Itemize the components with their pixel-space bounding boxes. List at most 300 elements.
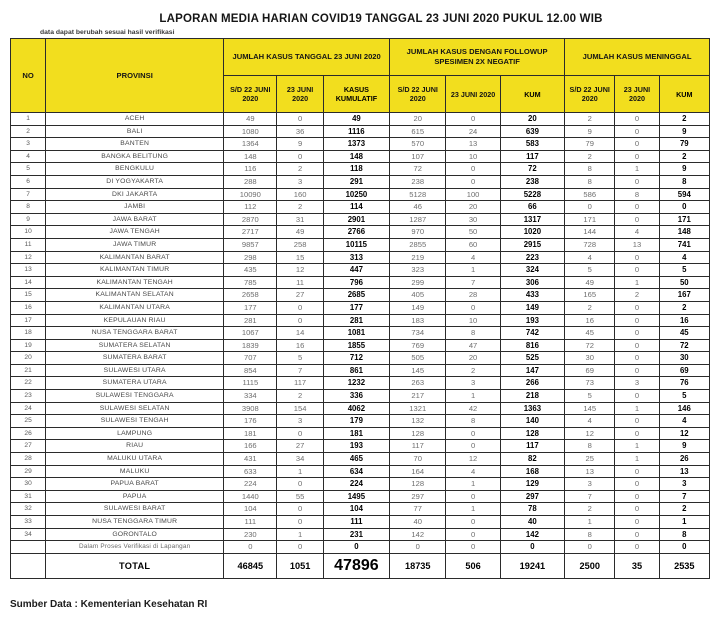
province-row — [11, 175, 710, 188]
cumulative-cell: 2 — [659, 113, 709, 126]
cumulative-cell: 231 — [323, 528, 389, 541]
value-cell: 217 — [390, 390, 446, 403]
cumulative-cell: 76 — [659, 377, 709, 390]
province-row — [11, 125, 710, 138]
no-cell: 7 — [11, 188, 46, 201]
value-cell: 633 — [224, 465, 277, 478]
value-cell: 0 — [615, 138, 659, 151]
cumulative-cell: 741 — [659, 238, 709, 251]
value-cell: 18735 — [390, 553, 446, 578]
value-cell: 505 — [390, 352, 446, 365]
group-header-followup: JUMLAH KASUS DENGAN FOLLOWUP SPESIMEN 2X NEGATIF — [390, 39, 565, 76]
cumulative-cell: 179 — [323, 415, 389, 428]
value-cell: 0 — [446, 175, 500, 188]
province-cell: KALIMANTAN TENGAH — [46, 276, 224, 289]
cumulative-cell: 10115 — [323, 238, 389, 251]
value-cell: 1067 — [224, 327, 277, 340]
value-cell: 405 — [390, 289, 446, 302]
province-row — [11, 289, 710, 302]
cumulative-cell: 266 — [500, 377, 564, 390]
col-header-kasus-23: 23 JUNI 2020 — [277, 76, 323, 113]
value-cell: 0 — [615, 528, 659, 541]
province-cell: BANTEN — [46, 138, 224, 151]
province-cell: BENGKULU — [46, 163, 224, 176]
province-cell: SULAWESI TENGAH — [46, 415, 224, 428]
province-cell: BANGKA BELITUNG — [46, 150, 224, 163]
value-cell: 15 — [277, 251, 323, 264]
value-cell: 20 — [390, 113, 446, 126]
cumulative-cell: 324 — [500, 264, 564, 277]
cumulative-cell: 82 — [500, 453, 564, 466]
cumulative-cell: 193 — [500, 314, 564, 327]
province-row — [11, 427, 710, 440]
cumulative-cell: 30 — [659, 352, 709, 365]
value-cell: 299 — [390, 276, 446, 289]
cumulative-cell: 223 — [500, 251, 564, 264]
value-cell: 0 — [446, 516, 500, 529]
value-cell: 2870 — [224, 213, 277, 226]
value-cell: 0 — [277, 516, 323, 529]
value-cell: 166 — [224, 440, 277, 453]
cumulative-cell: 2 — [659, 150, 709, 163]
cumulative-cell: 9 — [659, 125, 709, 138]
province-cell: KALIMANTAN UTARA — [46, 301, 224, 314]
value-cell: 9857 — [224, 238, 277, 251]
province-row — [11, 516, 710, 529]
province-cell: ACEH — [46, 113, 224, 126]
no-cell: 17 — [11, 314, 46, 327]
value-cell: 0 — [390, 541, 446, 554]
cumulative-cell: 129 — [500, 478, 564, 491]
value-cell: 7 — [446, 276, 500, 289]
cumulative-cell: 72 — [500, 163, 564, 176]
value-cell: 1 — [615, 440, 659, 453]
value-cell: 144 — [565, 226, 615, 239]
value-cell: 25 — [565, 453, 615, 466]
cumulative-cell: 5 — [659, 264, 709, 277]
value-cell: 1839 — [224, 339, 277, 352]
province-row — [11, 251, 710, 264]
table-header — [11, 39, 710, 113]
cumulative-cell: 148 — [659, 226, 709, 239]
value-cell: 263 — [390, 377, 446, 390]
value-cell: 34 — [277, 453, 323, 466]
cumulative-cell: 0 — [323, 541, 389, 554]
value-cell: 970 — [390, 226, 446, 239]
value-cell: 100 — [446, 188, 500, 201]
value-cell: 111 — [224, 516, 277, 529]
value-cell: 0 — [615, 213, 659, 226]
col-header-kasus-sd22: S/D 22 JUNI 2020 — [224, 76, 277, 113]
value-cell: 1 — [446, 478, 500, 491]
value-cell: 24 — [446, 125, 500, 138]
value-cell: 0 — [615, 415, 659, 428]
value-cell: 12 — [446, 453, 500, 466]
value-cell: 49 — [224, 113, 277, 126]
value-cell: 0 — [615, 427, 659, 440]
cumulative-cell: 594 — [659, 188, 709, 201]
value-cell: 165 — [565, 289, 615, 302]
cumulative-cell: 47896 — [323, 553, 389, 578]
province-row — [11, 276, 710, 289]
cumulative-cell: 2535 — [659, 553, 709, 578]
value-cell: 4 — [565, 251, 615, 264]
value-cell: 0 — [277, 113, 323, 126]
value-cell: 1 — [615, 163, 659, 176]
cumulative-cell: 297 — [500, 490, 564, 503]
province-row — [11, 402, 710, 415]
value-cell: 0 — [277, 314, 323, 327]
value-cell: 3 — [565, 478, 615, 491]
no-cell: 26 — [11, 427, 46, 440]
province-row — [11, 415, 710, 428]
cumulative-cell: 79 — [659, 138, 709, 151]
province-row — [11, 339, 710, 352]
value-cell: 13 — [615, 238, 659, 251]
cumulative-cell: 45 — [659, 327, 709, 340]
value-cell: 0 — [615, 364, 659, 377]
no-cell: 30 — [11, 478, 46, 491]
value-cell: 734 — [390, 327, 446, 340]
value-cell: 230 — [224, 528, 277, 541]
total-label: TOTAL — [46, 553, 224, 578]
value-cell: 2 — [277, 390, 323, 403]
cumulative-cell: 117 — [500, 150, 564, 163]
value-cell: 181 — [224, 427, 277, 440]
value-cell: 49 — [565, 276, 615, 289]
value-cell: 4 — [615, 226, 659, 239]
value-cell: 0 — [446, 528, 500, 541]
province-row — [11, 163, 710, 176]
no-cell: 9 — [11, 213, 46, 226]
province-row — [11, 490, 710, 503]
province-cell: Dalam Proses Verifikasi di Lapangan — [46, 541, 224, 554]
value-cell: 27 — [277, 289, 323, 302]
cumulative-cell: 4 — [659, 251, 709, 264]
value-cell: 31 — [277, 213, 323, 226]
cumulative-cell: 8 — [659, 175, 709, 188]
cumulative-cell: 796 — [323, 276, 389, 289]
cumulative-cell: 26 — [659, 453, 709, 466]
col-header-provinsi: PROVINSI — [46, 39, 224, 113]
cumulative-cell: 1081 — [323, 327, 389, 340]
value-cell: 10 — [446, 150, 500, 163]
group-header-meninggal: JUMLAH KASUS MENINGGAL — [565, 39, 710, 76]
col-header-meninggal-sd22: S/D 22 JUNI 2020 — [565, 76, 615, 113]
province-row — [11, 213, 710, 226]
cumulative-cell: 742 — [500, 327, 564, 340]
province-cell: LAMPUNG — [46, 427, 224, 440]
value-cell: 0 — [615, 541, 659, 554]
no-cell: 13 — [11, 264, 46, 277]
value-cell: 0 — [615, 465, 659, 478]
cumulative-cell: 465 — [323, 453, 389, 466]
province-row — [11, 238, 710, 251]
cumulative-cell: 583 — [500, 138, 564, 151]
cumulative-cell: 19241 — [500, 553, 564, 578]
value-cell: 219 — [390, 251, 446, 264]
province-row — [11, 264, 710, 277]
value-cell: 104 — [224, 503, 277, 516]
cumulative-cell: 140 — [500, 415, 564, 428]
value-cell: 769 — [390, 339, 446, 352]
value-cell: 5 — [277, 352, 323, 365]
province-cell: NUSA TENGGARA BARAT — [46, 327, 224, 340]
cumulative-cell: 193 — [323, 440, 389, 453]
province-cell: SULAWESI SELATAN — [46, 402, 224, 415]
col-header-followup-kum: KUM — [500, 76, 564, 113]
value-cell: 2658 — [224, 289, 277, 302]
value-cell: 0 — [446, 163, 500, 176]
province-row — [11, 138, 710, 151]
cumulative-cell: 69 — [659, 364, 709, 377]
value-cell: 0 — [446, 427, 500, 440]
value-cell: 297 — [390, 490, 446, 503]
cumulative-cell: 4 — [659, 415, 709, 428]
value-cell: 42 — [446, 402, 500, 415]
cumulative-cell: 1363 — [500, 402, 564, 415]
cumulative-cell: 147 — [500, 364, 564, 377]
province-row — [11, 226, 710, 239]
value-cell: 0 — [277, 541, 323, 554]
value-cell: 707 — [224, 352, 277, 365]
province-cell: GORONTALO — [46, 528, 224, 541]
province-cell: JAMBI — [46, 201, 224, 214]
report-note: data dapat berubah sesuai hasil verifikasi — [40, 29, 175, 36]
value-cell: 1 — [565, 516, 615, 529]
no-cell: 10 — [11, 226, 46, 239]
cumulative-cell: 168 — [500, 465, 564, 478]
cumulative-cell: 816 — [500, 339, 564, 352]
value-cell: 0 — [446, 301, 500, 314]
value-cell: 9 — [277, 138, 323, 151]
no-cell: 18 — [11, 327, 46, 340]
cumulative-cell: 111 — [323, 516, 389, 529]
no-cell: 25 — [11, 415, 46, 428]
value-cell: 0 — [277, 478, 323, 491]
no-cell: 27 — [11, 440, 46, 453]
value-cell: 1 — [277, 465, 323, 478]
value-cell: 8 — [565, 440, 615, 453]
value-cell: 8 — [565, 175, 615, 188]
cumulative-cell: 639 — [500, 125, 564, 138]
value-cell: 0 — [446, 541, 500, 554]
value-cell: 1 — [446, 503, 500, 516]
value-cell: 854 — [224, 364, 277, 377]
value-cell: 117 — [390, 440, 446, 453]
cumulative-cell: 2901 — [323, 213, 389, 226]
cumulative-cell: 5 — [659, 390, 709, 403]
value-cell: 238 — [390, 175, 446, 188]
value-cell: 7 — [277, 364, 323, 377]
cumulative-cell: 149 — [500, 301, 564, 314]
province-cell: KALIMANTAN SELATAN — [46, 289, 224, 302]
no-cell: 19 — [11, 339, 46, 352]
value-cell: 13 — [446, 138, 500, 151]
province-row — [11, 465, 710, 478]
value-cell: 4 — [446, 465, 500, 478]
value-cell: 46 — [390, 201, 446, 214]
cumulative-cell: 142 — [500, 528, 564, 541]
value-cell: 0 — [615, 264, 659, 277]
no-cell: 8 — [11, 201, 46, 214]
cumulative-cell: 1855 — [323, 339, 389, 352]
value-cell: 8 — [565, 528, 615, 541]
value-cell: 60 — [446, 238, 500, 251]
value-cell: 586 — [565, 188, 615, 201]
pending-row — [11, 541, 710, 554]
value-cell: 2 — [565, 301, 615, 314]
cumulative-cell: 2 — [659, 503, 709, 516]
value-cell: 1115 — [224, 377, 277, 390]
cumulative-cell: 1 — [659, 516, 709, 529]
cumulative-cell: 306 — [500, 276, 564, 289]
value-cell: 7 — [565, 490, 615, 503]
province-row — [11, 113, 710, 126]
no-cell: 1 — [11, 113, 46, 126]
value-cell: 70 — [390, 453, 446, 466]
cumulative-cell: 171 — [659, 213, 709, 226]
value-cell: 0 — [224, 541, 277, 554]
value-cell: 145 — [390, 364, 446, 377]
cumulative-cell: 50 — [659, 276, 709, 289]
value-cell: 79 — [565, 138, 615, 151]
province-row — [11, 377, 710, 390]
value-cell: 0 — [615, 201, 659, 214]
value-cell: 0 — [615, 352, 659, 365]
cumulative-cell: 40 — [500, 516, 564, 529]
value-cell: 13 — [565, 465, 615, 478]
cumulative-cell: 1373 — [323, 138, 389, 151]
cumulative-cell: 148 — [323, 150, 389, 163]
value-cell: 2500 — [565, 553, 615, 578]
value-cell: 1 — [615, 453, 659, 466]
value-cell: 334 — [224, 390, 277, 403]
cumulative-cell: 146 — [659, 402, 709, 415]
province-cell: MALUKU UTARA — [46, 453, 224, 466]
province-cell: KEPULAUAN RIAU — [46, 314, 224, 327]
value-cell: 1080 — [224, 125, 277, 138]
cumulative-cell: 5228 — [500, 188, 564, 201]
province-cell: KALIMANTAN TIMUR — [46, 264, 224, 277]
value-cell: 435 — [224, 264, 277, 277]
cumulative-cell: 238 — [500, 175, 564, 188]
cumulative-cell: 3 — [659, 478, 709, 491]
value-cell: 0 — [446, 440, 500, 453]
cumulative-cell: 336 — [323, 390, 389, 403]
province-cell: BALI — [46, 125, 224, 138]
no-cell: 29 — [11, 465, 46, 478]
cumulative-cell: 2915 — [500, 238, 564, 251]
province-cell: SUMATERA SELATAN — [46, 339, 224, 352]
value-cell: 570 — [390, 138, 446, 151]
cumulative-cell: 0 — [659, 201, 709, 214]
value-cell: 5 — [565, 390, 615, 403]
value-cell: 45 — [565, 327, 615, 340]
col-header-kasus-kumulatif: KASUS KUMULATIF — [323, 76, 389, 113]
value-cell: 2717 — [224, 226, 277, 239]
province-cell: KALIMANTAN BARAT — [46, 251, 224, 264]
value-cell: 224 — [224, 478, 277, 491]
value-cell: 0 — [615, 175, 659, 188]
value-cell: 431 — [224, 453, 277, 466]
value-cell: 3 — [277, 175, 323, 188]
value-cell: 128 — [390, 478, 446, 491]
province-cell: RIAU — [46, 440, 224, 453]
province-row — [11, 528, 710, 541]
cumulative-cell: 9 — [659, 440, 709, 453]
value-cell: 0 — [615, 125, 659, 138]
cumulative-cell: 224 — [323, 478, 389, 491]
no-cell: 3 — [11, 138, 46, 151]
value-cell: 0 — [615, 516, 659, 529]
province-cell: JAWA TENGAH — [46, 226, 224, 239]
value-cell: 160 — [277, 188, 323, 201]
value-cell: 8 — [565, 163, 615, 176]
value-cell: 0 — [615, 314, 659, 327]
cumulative-cell: 12 — [659, 427, 709, 440]
value-cell: 0 — [277, 503, 323, 516]
value-cell: 3908 — [224, 402, 277, 415]
value-cell: 40 — [390, 516, 446, 529]
value-cell: 0 — [446, 490, 500, 503]
value-cell: 132 — [390, 415, 446, 428]
cumulative-cell: 128 — [500, 427, 564, 440]
cumulative-cell: 10250 — [323, 188, 389, 201]
value-cell: 0 — [615, 490, 659, 503]
no-cell: 5 — [11, 163, 46, 176]
province-cell: NUSA TENGGARA TIMUR — [46, 516, 224, 529]
value-cell: 55 — [277, 490, 323, 503]
cumulative-cell: 181 — [323, 427, 389, 440]
value-cell: 0 — [615, 301, 659, 314]
value-cell: 0 — [446, 113, 500, 126]
col-header-followup-23: 23 JUNI 2020 — [446, 76, 500, 113]
no-cell: 24 — [11, 402, 46, 415]
value-cell: 73 — [565, 377, 615, 390]
value-cell: 12 — [277, 264, 323, 277]
no-cell: 4 — [11, 150, 46, 163]
value-cell: 142 — [390, 528, 446, 541]
no-cell: 14 — [11, 276, 46, 289]
cumulative-cell: 1116 — [323, 125, 389, 138]
value-cell: 0 — [615, 478, 659, 491]
value-cell: 0 — [615, 150, 659, 163]
cumulative-cell: 4062 — [323, 402, 389, 415]
value-cell: 72 — [565, 339, 615, 352]
col-header-followup-sd22: S/D 22 JUNI 2020 — [390, 76, 446, 113]
value-cell: 3 — [615, 377, 659, 390]
value-cell: 785 — [224, 276, 277, 289]
value-cell: 14 — [277, 327, 323, 340]
province-cell: PAPUA BARAT — [46, 478, 224, 491]
value-cell: 2 — [565, 113, 615, 126]
value-cell: 8 — [446, 415, 500, 428]
province-row — [11, 188, 710, 201]
cumulative-cell: 313 — [323, 251, 389, 264]
value-cell: 0 — [277, 301, 323, 314]
no-cell — [11, 541, 46, 554]
cumulative-cell: 8 — [659, 528, 709, 541]
value-cell: 1 — [615, 402, 659, 415]
value-cell: 2 — [565, 150, 615, 163]
value-cell: 1287 — [390, 213, 446, 226]
no-cell: 2 — [11, 125, 46, 138]
value-cell: 0 — [565, 541, 615, 554]
value-cell: 20 — [446, 201, 500, 214]
value-cell: 1 — [277, 528, 323, 541]
cumulative-cell: 167 — [659, 289, 709, 302]
